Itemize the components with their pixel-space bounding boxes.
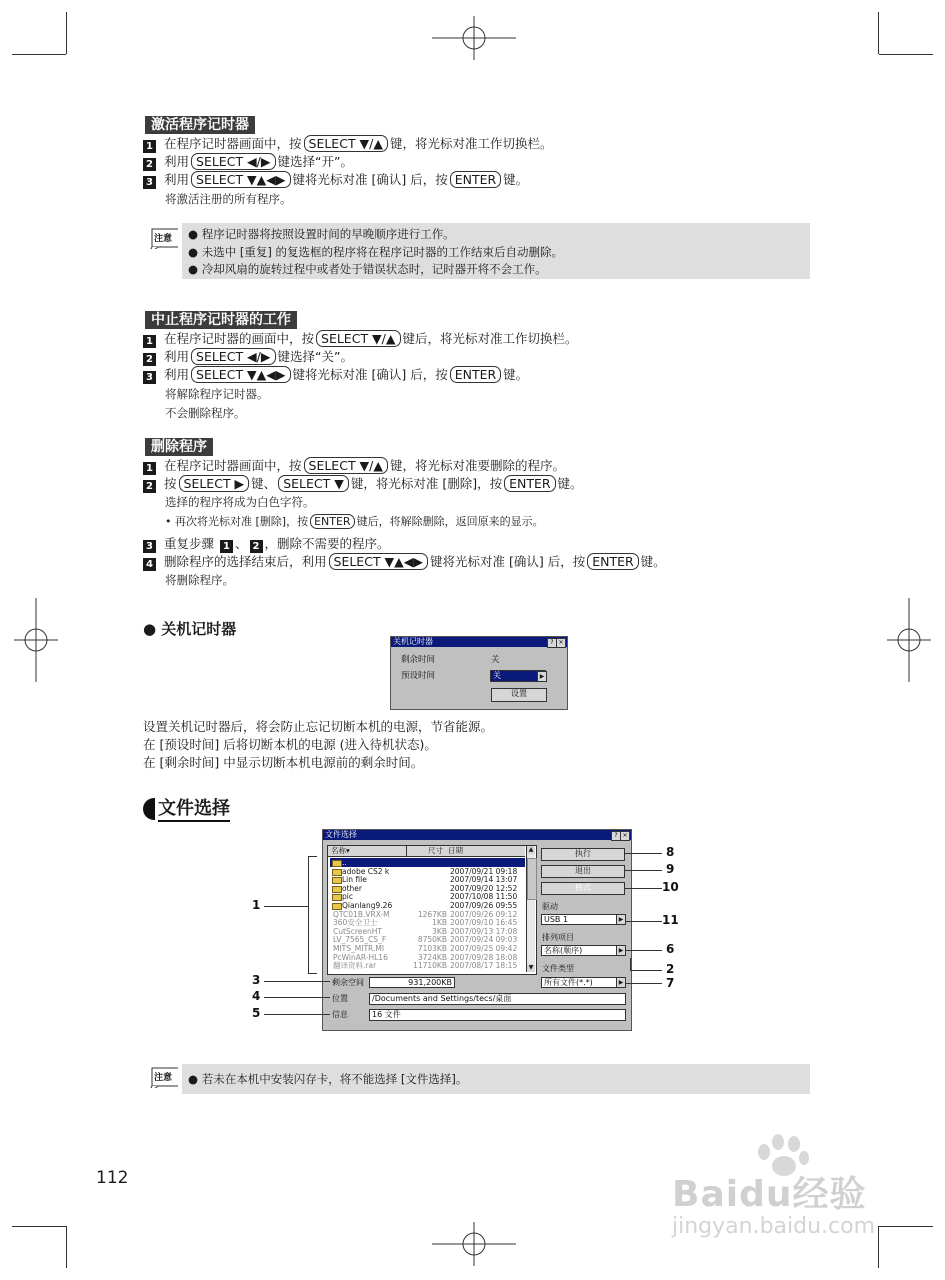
file-size: 3KB	[432, 926, 447, 936]
activate-sub: 将激活注册的所有程序。	[165, 192, 292, 206]
step-number: 3	[143, 176, 156, 189]
file-name: MITS_MITR.MI	[333, 944, 385, 953]
free-space-value: 931,200KB	[369, 977, 455, 988]
key-label: ENTER	[587, 553, 638, 570]
watermark-brand: Baidu经验	[672, 1174, 867, 1215]
remaining-time-value: 关	[491, 655, 500, 665]
file-date: 2007/09/25 09:42	[450, 944, 518, 953]
file-name: LV_7565_CS_F	[333, 935, 387, 945]
step-number: 1	[143, 335, 156, 348]
step-number: 1	[143, 462, 156, 475]
callout-line	[630, 970, 662, 971]
key-label: ENTER	[450, 171, 501, 188]
step-text: 键、	[251, 476, 277, 491]
step-text: 在程序记时器的画面中，按	[164, 331, 315, 346]
callout-line	[264, 1014, 330, 1015]
preset-time-label: 预设时间	[401, 671, 436, 681]
step-text: 利用	[164, 172, 190, 187]
callout-5: 5	[252, 1006, 261, 1020]
file-size: 1KB	[432, 918, 447, 928]
note-line: ● 未选中 [重复] 的复选框的程序将在程序记时器的工作结束后自动删除。	[188, 245, 563, 259]
section-title-delete: 删除程序	[145, 438, 213, 456]
key-label: ENTER	[310, 514, 355, 529]
file-date: 2007/09/21 09:18	[450, 866, 518, 876]
close-icon[interactable]: ×	[556, 638, 566, 648]
file-size: 3724KB	[417, 952, 447, 962]
file-list-header	[328, 846, 525, 857]
step-text: 键将光标对准 [确认] 后，按	[430, 554, 586, 569]
step-number: 1	[143, 140, 156, 153]
delete-step-3	[143, 535, 390, 553]
file-name: CutScreenHT	[333, 926, 382, 936]
file-size: 7103KB	[417, 944, 447, 953]
note-badge-label: 注意	[154, 234, 173, 244]
file-name: 360安全卫士	[333, 918, 378, 928]
file-type-select[interactable]: 所有文件(*.*)	[541, 977, 617, 988]
file-date: 2007/09/10 16:45	[450, 918, 518, 928]
step-ref: 2	[250, 540, 263, 553]
crop-mark	[878, 12, 879, 54]
step-number: 3	[143, 540, 156, 553]
sort-label: 排列项目	[542, 933, 574, 942]
file-name: Qianlang9.26	[342, 901, 393, 910]
step-text: 按	[164, 476, 177, 491]
column-size[interactable]: 尺寸	[428, 846, 443, 855]
callout-line	[630, 958, 631, 970]
step-number: 2	[143, 158, 156, 171]
step-text: 键，将光标对准要删除的程序。	[390, 458, 566, 473]
callout-2: 2	[666, 962, 675, 976]
step-text: 、	[235, 536, 248, 551]
help-icon[interactable]: ?	[547, 638, 557, 648]
file-type-label: 文件类型	[542, 964, 574, 973]
callout-10: 10	[662, 880, 679, 894]
preset-time-select[interactable]: 关	[490, 670, 546, 682]
format-button[interactable]: 格式	[541, 882, 625, 895]
step-text: 键。	[640, 554, 666, 569]
file-name: QTC01B.VRX-M	[333, 909, 390, 919]
callout-line	[624, 853, 662, 854]
callout-1: 1	[252, 898, 261, 912]
step-text: 利用	[164, 154, 190, 169]
callout-4: 4	[252, 989, 261, 1003]
activate-step-2	[143, 153, 353, 171]
scroll-down-icon[interactable]: ▼	[528, 964, 534, 971]
off-timer-para: 在 [剩余时间] 中显示切断本机电源前的剩余时间。	[143, 755, 424, 770]
callout-line	[624, 870, 662, 871]
sort-select[interactable]: 名称(顺序)	[541, 945, 617, 956]
off-timer-para: 设置关机记时器后，将会防止忘记切断本机的电源，节省能源。	[143, 719, 494, 734]
step-text: 利用	[164, 367, 190, 382]
file-name: Lin file	[342, 875, 367, 885]
column-date[interactable]: 日期	[448, 846, 463, 855]
key-label: SELECT ▼▲◀▶	[191, 366, 290, 383]
stop-step-3	[143, 366, 528, 384]
delete-step-4	[143, 553, 666, 571]
watermark-url: jingyan.baidu.com	[672, 1214, 876, 1239]
crop-mark	[12, 54, 66, 55]
file-date: 2007/09/26 09:12	[450, 909, 518, 919]
callout-line	[264, 906, 308, 907]
callout-line	[626, 983, 662, 984]
file-date: 2007/09/20 12:52	[450, 883, 518, 893]
step-number: 4	[143, 558, 156, 571]
callout-line	[264, 997, 330, 998]
key-label: SELECT ▼▲◀▶	[191, 171, 290, 188]
registration-mark-bottom	[432, 1222, 516, 1266]
file-date: 2007/10/08 11:50	[450, 892, 518, 902]
file-name: pic	[342, 892, 353, 902]
location-value: /Documents and Settings/tecs/桌面	[369, 993, 626, 1005]
page-number: 112	[96, 1168, 129, 1188]
file-select-heading: 文件选择	[158, 798, 230, 822]
file-date: 2007/09/14 13:07	[450, 875, 518, 885]
key-label: SELECT ▼/▲	[316, 330, 400, 347]
set-button[interactable]: 设置	[491, 688, 547, 702]
key-label: SELECT ▶	[179, 475, 250, 492]
stop-sub-2: 不会删除程序。	[165, 406, 246, 420]
callout-bracket	[308, 856, 317, 974]
file-date: 2007/09/24 09:03	[450, 935, 518, 945]
note-line: ● 程序记时器将按照设置时间的早晚顺序进行工作。	[188, 227, 455, 241]
off-timer-heading: ● 关机记时器	[143, 620, 237, 638]
remaining-time-label: 剩余时间	[401, 655, 436, 665]
step-text: 键将光标对准 [确认] 后，按	[292, 367, 448, 382]
close-icon[interactable]: ×	[620, 831, 630, 841]
stop-step-2	[143, 348, 353, 366]
crop-mark	[12, 1226, 66, 1227]
callout-7: 7	[666, 976, 675, 990]
exit-button[interactable]: 退出	[541, 865, 625, 878]
step-number: 3	[143, 371, 156, 384]
file-name: 翻译资料.rar	[333, 961, 377, 971]
bullet-text: • 再次将光标对准 [删除]，按	[165, 515, 309, 528]
step-text: 键将光标对准 [确认] 后，按	[292, 172, 448, 187]
dialog-titlebar: 文件选择	[323, 830, 631, 840]
registration-mark-left	[14, 598, 58, 682]
step-text: 在程序记时器画面中，按	[164, 136, 302, 151]
crop-mark	[879, 54, 933, 55]
file-name: PcWinAR-HL16	[333, 952, 388, 962]
delete-sub-4: 将删除程序。	[165, 573, 234, 587]
file-date: 2007/09/13 17:08	[450, 926, 518, 936]
file-type-dropdown-icon[interactable]: ▶	[616, 977, 626, 988]
scroll-thumb[interactable]	[527, 858, 537, 900]
callout-line	[264, 981, 330, 982]
heading-marker	[143, 798, 155, 820]
off-timer-para: 在 [预设时间] 后将切断本机的电源 (进入待机状态)。	[143, 737, 437, 752]
drive-dropdown-icon[interactable]: ▶	[616, 914, 626, 925]
note-badge-label: 注意	[154, 1073, 173, 1083]
file-name: adobe CS2 k	[342, 866, 390, 876]
step-text: 键。	[503, 172, 529, 187]
crop-mark	[878, 1226, 879, 1268]
key-label: ENTER	[450, 366, 501, 383]
file-date: 2007/09/28 18:08	[450, 952, 518, 962]
file-size: 1267KB	[417, 909, 447, 919]
step-text: 利用	[164, 349, 190, 364]
key-label: SELECT ▼▲◀▶	[329, 553, 428, 570]
crop-mark	[66, 1226, 67, 1268]
callout-8: 8	[666, 845, 675, 859]
info-label: 信息	[332, 1010, 348, 1019]
bullet-text: 键后，将解除删除，返回原来的显示。	[356, 515, 544, 528]
registration-mark-right	[887, 598, 931, 682]
step-text: ，删除不需要的程序。	[264, 536, 390, 551]
callout-line	[626, 921, 662, 922]
step-text: 键，将光标对准 [删除]，按	[350, 476, 503, 491]
step-number: 2	[143, 353, 156, 366]
drive-select[interactable]: USB 1	[541, 914, 617, 925]
dialog-titlebar: 关机记时器	[391, 637, 567, 647]
key-label: SELECT ◀/▶	[191, 348, 275, 365]
help-icon[interactable]: ?	[611, 831, 621, 841]
file-date: 2007/09/26 09:55	[450, 901, 518, 910]
chevron-right-icon[interactable]: ▶	[537, 671, 547, 682]
step-text: 键选择“关”。	[277, 349, 353, 364]
note-line: ● 冷却风扇的旋转过程中或者处于错误状态时，记时器开将不会工作。	[188, 262, 547, 276]
scroll-up-icon[interactable]: ▲	[528, 846, 534, 853]
callout-11: 11	[662, 913, 679, 927]
file-row[interactable]	[330, 961, 525, 970]
delete-bullet	[165, 514, 544, 530]
step-text: 键。	[557, 476, 583, 491]
key-label: ENTER	[504, 475, 555, 492]
crop-mark	[879, 1226, 933, 1227]
stop-step-1	[143, 330, 578, 348]
file-date: 2007/08/17 18:15	[450, 961, 518, 971]
step-text: 键后，将光标对准工作切换栏。	[402, 331, 578, 346]
section-title-activate: 激活程序记时器	[145, 116, 255, 134]
callout-line	[626, 950, 662, 951]
sort-dropdown-icon[interactable]: ▶	[616, 945, 626, 956]
callout-9: 9	[666, 862, 675, 876]
off-timer-dialog	[390, 636, 568, 710]
callout-6: 6	[666, 942, 675, 956]
step-text: 删除程序的选择结束后，利用	[164, 554, 327, 569]
free-space-label: 剩余空间	[332, 978, 364, 987]
delete-step-2	[143, 475, 583, 493]
execute-button[interactable]: 执行	[541, 848, 625, 861]
delete-step-1	[143, 457, 565, 475]
key-label: SELECT ▼/▲	[304, 135, 388, 152]
activate-step-1	[143, 135, 553, 153]
drive-label: 驱动	[542, 902, 558, 911]
key-label: SELECT ▼	[278, 475, 349, 492]
column-name[interactable]: 名称▾	[331, 846, 350, 855]
step-text: 重复步骤	[164, 536, 215, 551]
location-label: 位置	[332, 994, 348, 1003]
step-ref: 1	[220, 540, 233, 553]
step-number: 2	[143, 480, 156, 493]
file-size: 11710KB	[413, 961, 447, 971]
info-value: 16 文件	[369, 1009, 626, 1021]
file-size: 8750KB	[417, 935, 447, 945]
key-label: SELECT ▼/▲	[304, 457, 388, 474]
delete-sub-2: 选择的程序将成为白色字符。	[165, 495, 315, 509]
callout-3: 3	[252, 973, 261, 987]
section-title-stop: 中止程序记时器的工作	[145, 311, 297, 329]
scrollbar[interactable]	[526, 846, 535, 972]
crop-mark	[66, 12, 67, 54]
step-text: 键选择“开”。	[277, 154, 353, 169]
note-line: ● 若未在本机中安装闪存卡，将不能选择 [文件选择]。	[188, 1072, 468, 1086]
step-text: 键，将光标对准工作切换栏。	[390, 136, 553, 151]
step-text: 键。	[503, 367, 529, 382]
column-divider	[406, 846, 407, 856]
file-name: other	[342, 883, 362, 893]
callout-line	[624, 888, 662, 889]
registration-mark-top	[432, 16, 516, 60]
key-label: SELECT ◀/▶	[191, 153, 275, 170]
file-name: ..	[342, 858, 347, 867]
activate-step-3	[143, 171, 528, 189]
stop-sub-1: 将解除程序记时器。	[165, 387, 269, 401]
step-text: 在程序记时器画面中，按	[164, 458, 302, 473]
